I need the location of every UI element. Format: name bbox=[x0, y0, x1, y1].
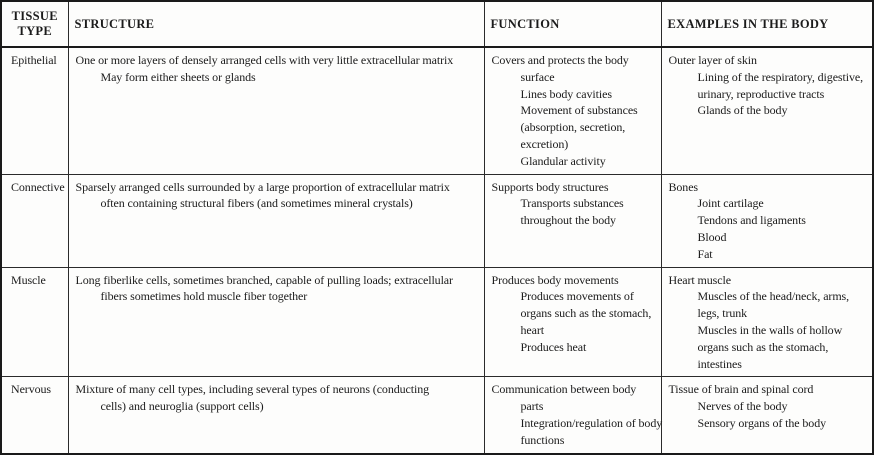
cell-examples bbox=[661, 267, 873, 377]
cell-line: Movement of substances bbox=[520, 103, 638, 118]
cell-line: fibers sometimes hold muscle fiber together bbox=[100, 289, 308, 304]
cell-tissue-type: Muscle bbox=[1, 267, 68, 377]
cell-examples bbox=[661, 47, 873, 174]
cell-line: Joint cartilage bbox=[697, 196, 764, 211]
cell-line: intestines bbox=[697, 356, 742, 371]
cell-line: Fat bbox=[697, 246, 713, 261]
cell-line: Tendons and ligaments bbox=[697, 213, 806, 228]
cell-line: Tissue of brain and spinal cord bbox=[668, 382, 814, 397]
cell-line: Outer layer of skin bbox=[668, 53, 757, 67]
cell-function bbox=[484, 377, 661, 454]
cell-line: Supports body structures bbox=[491, 179, 609, 194]
cell-line: Lining of the respiratory, digestive, bbox=[697, 69, 863, 84]
cell-line: Lines body cavities bbox=[520, 86, 612, 101]
cell-line: parts bbox=[520, 399, 544, 414]
cell-line: functions bbox=[520, 432, 565, 447]
cell-structure bbox=[68, 377, 484, 454]
table-row bbox=[1, 267, 873, 377]
cell-line: organs such as the stomach, bbox=[520, 306, 652, 321]
cell-line: throughout the body bbox=[520, 213, 616, 228]
cell-line: often containing structural fibers (and sometimes mineral crystals) bbox=[100, 196, 413, 211]
table-row bbox=[1, 174, 873, 267]
cell-function bbox=[484, 174, 661, 267]
table-body bbox=[1, 47, 873, 454]
cell-line: Produces heat bbox=[520, 339, 587, 354]
cell-line: excretion) bbox=[520, 136, 569, 151]
cell-line: organs such as the stomach, bbox=[697, 339, 829, 354]
cell-line: Produces body movements bbox=[491, 272, 619, 287]
cell-line: Sparsely arranged cells surrounded by a large proportion of extracellular matrix bbox=[75, 179, 450, 194]
cell-line: heart bbox=[520, 322, 544, 337]
cell-line: One or more layers of densely arranged cells with very little extracellular matrix bbox=[75, 53, 454, 67]
cell-tissue-type: Epithelial bbox=[1, 47, 68, 174]
cell-line: Mixture of many cell types, including several types of neurons (conducting bbox=[75, 382, 430, 397]
cell-function bbox=[484, 267, 661, 377]
cell-line: Bones bbox=[668, 179, 699, 194]
cell-line: Nerves of the body bbox=[697, 399, 788, 414]
cell-structure bbox=[68, 267, 484, 377]
cell-line: legs, trunk bbox=[697, 306, 748, 321]
header-structure: STRUCTURE bbox=[68, 1, 484, 47]
cell-structure bbox=[68, 174, 484, 267]
cell-tissue-type: Connective bbox=[1, 174, 68, 267]
table-header bbox=[1, 1, 873, 47]
cell-line: Covers and protects the body bbox=[491, 53, 629, 67]
cell-examples bbox=[661, 174, 873, 267]
cell-line: Integration/regulation of body bbox=[520, 415, 663, 430]
cell-line: Sensory organs of the body bbox=[697, 415, 826, 430]
cell-line: May form either sheets or glands bbox=[100, 69, 256, 84]
cell-line: Muscles in the walls of hollow bbox=[697, 322, 843, 337]
header-tissue-type: TISSUE TYPE bbox=[1, 1, 68, 47]
cell-line: Blood bbox=[697, 229, 727, 244]
cell-line: Communication between body bbox=[491, 382, 637, 397]
cell-line: Produces movements of bbox=[520, 289, 634, 304]
cell-line: (absorption, secretion, bbox=[520, 120, 626, 135]
cell-line: Long fiberlike cells, sometimes branched, capable of pulling loads; extracellular bbox=[75, 272, 453, 287]
cell-line: cells) and neuroglia (support cells) bbox=[100, 399, 264, 414]
cell-line: Transports substances bbox=[520, 196, 624, 211]
cell-line: surface bbox=[520, 69, 555, 84]
header-function: FUNCTION bbox=[484, 1, 661, 47]
cell-structure bbox=[68, 47, 484, 174]
cell-function bbox=[484, 47, 661, 174]
cell-line: Glandular activity bbox=[520, 153, 606, 168]
cell-line: Glands of the body bbox=[697, 103, 788, 118]
cell-line: Heart muscle bbox=[668, 272, 731, 287]
cell-line: urinary, reproductive tracts bbox=[697, 86, 825, 101]
header-examples: EXAMPLES IN THE BODY bbox=[661, 1, 873, 47]
header-row bbox=[1, 1, 873, 47]
cell-line: Muscles of the head/neck, arms, bbox=[697, 289, 850, 304]
cell-examples bbox=[661, 377, 873, 454]
cell-tissue-type: Nervous bbox=[1, 377, 68, 454]
table-row bbox=[1, 47, 873, 174]
table-row bbox=[1, 377, 873, 454]
